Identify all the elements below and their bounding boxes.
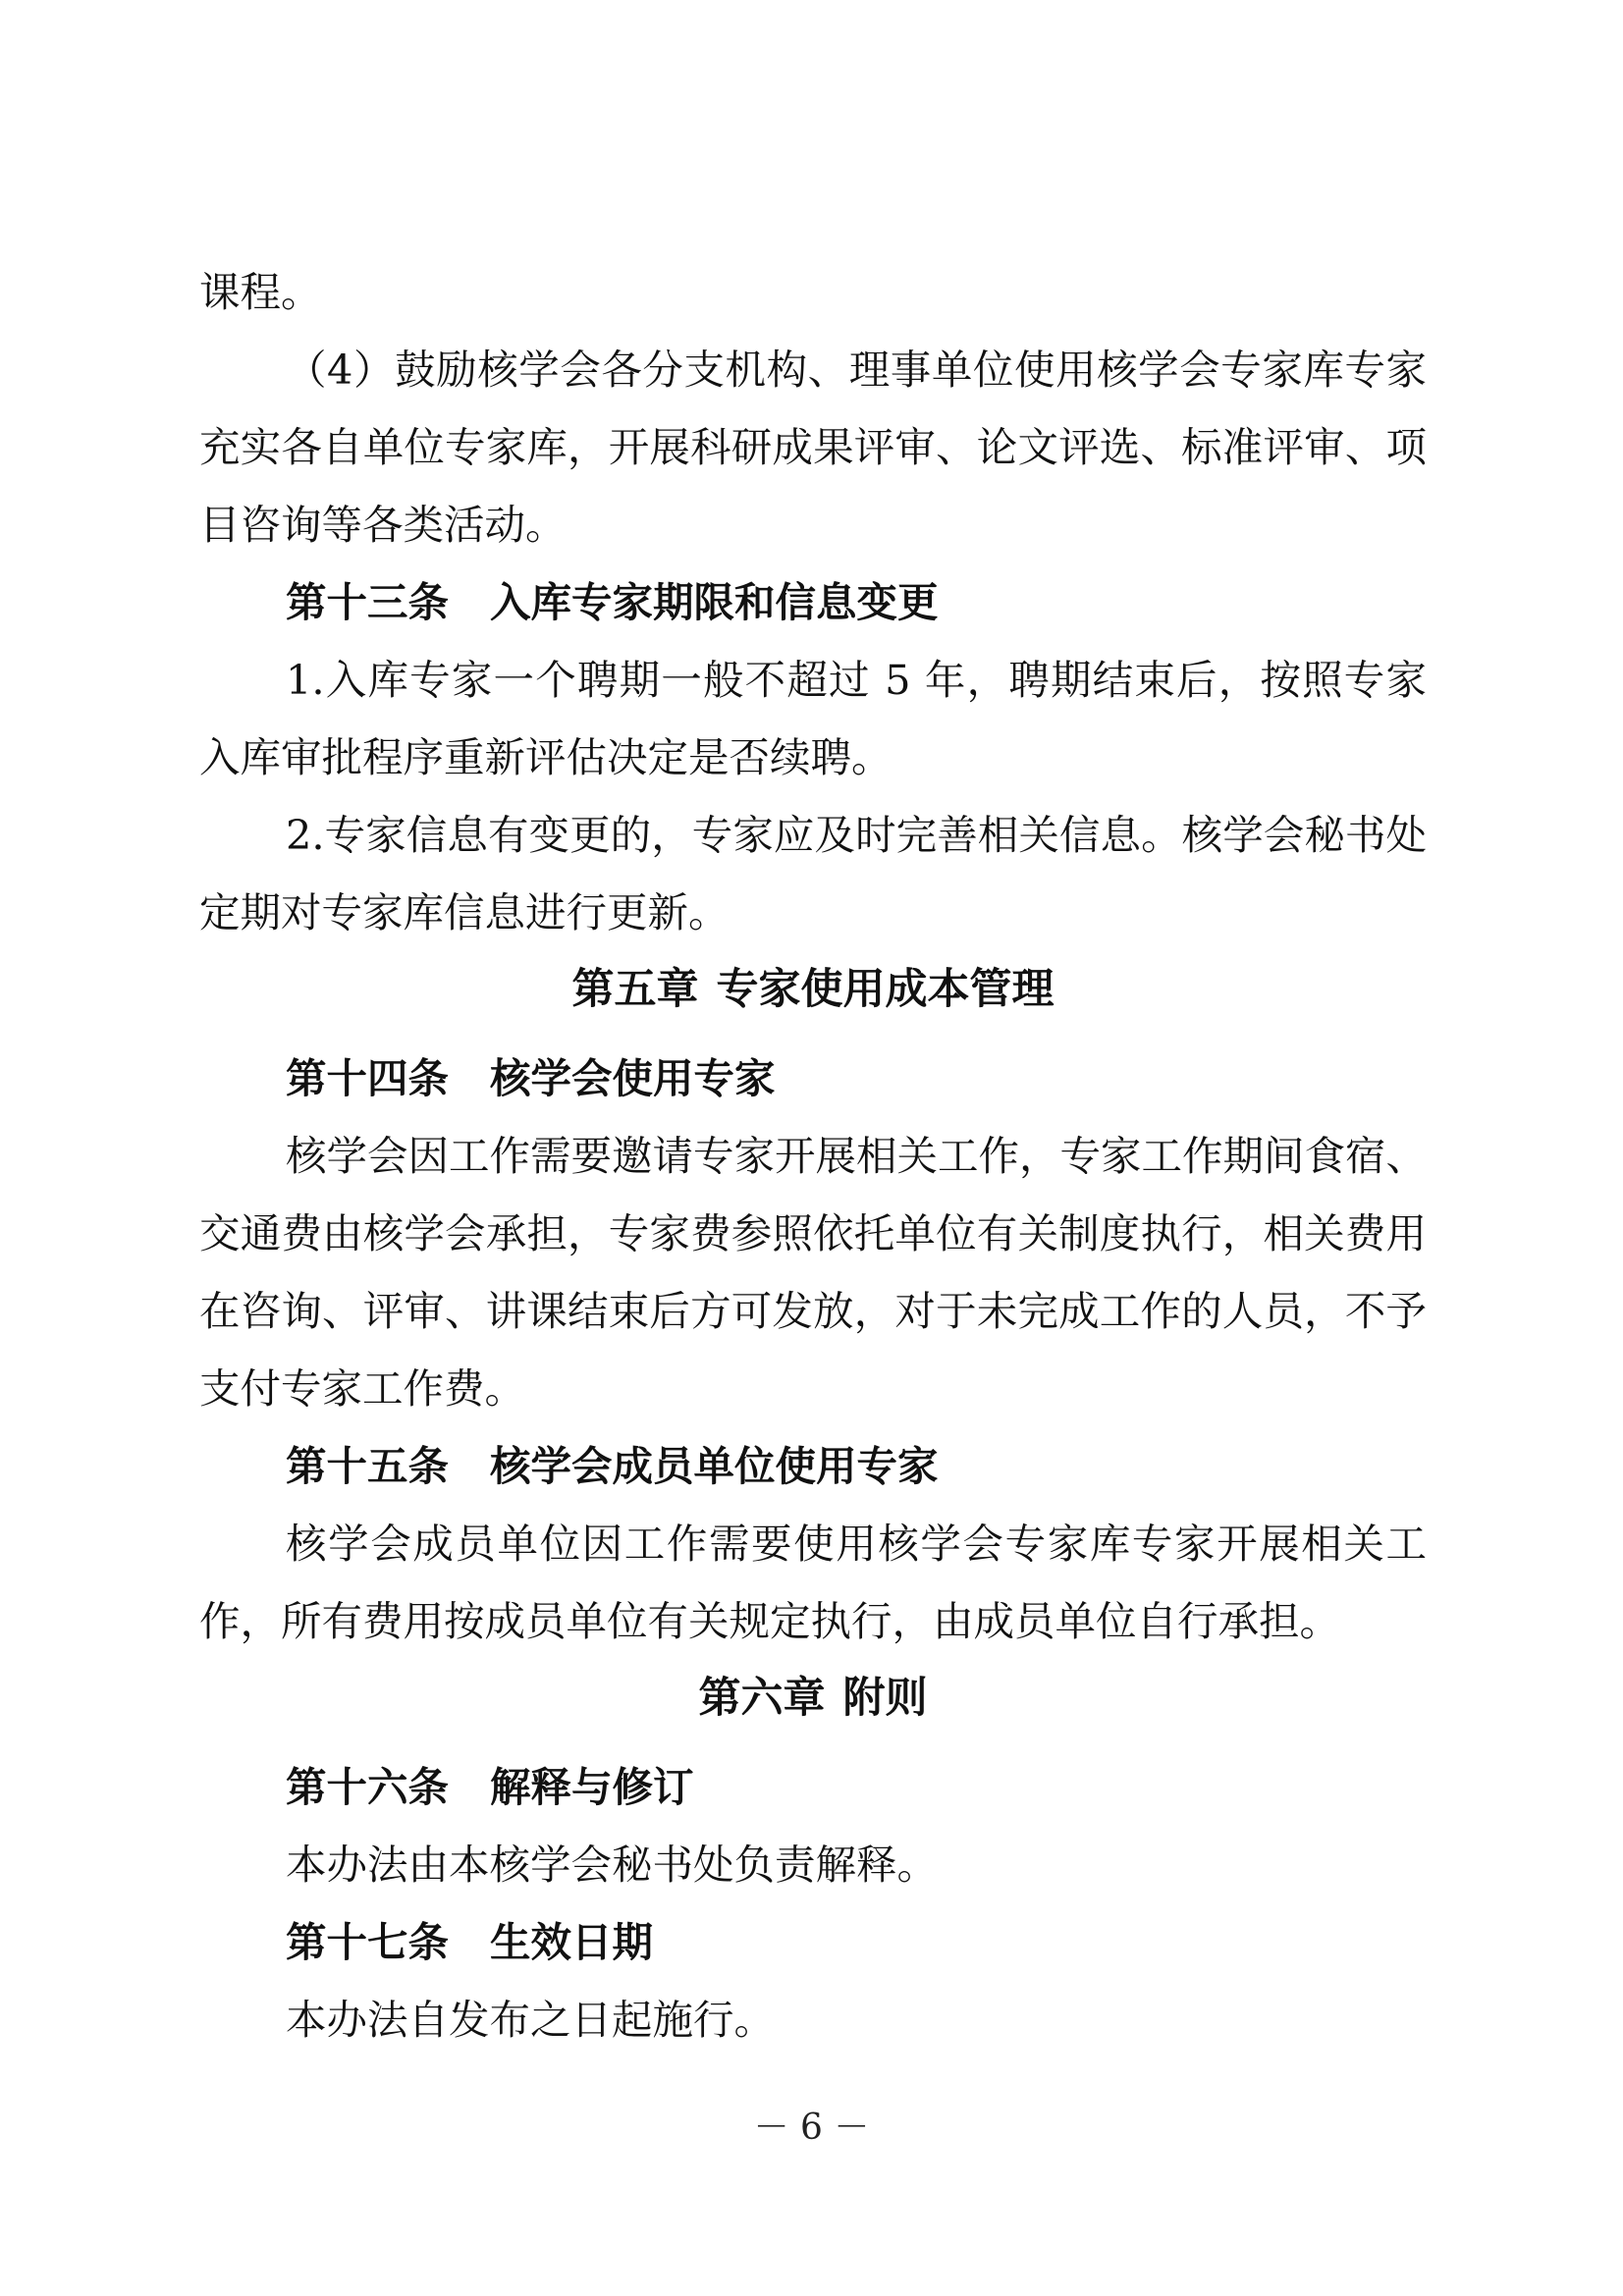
article-14-heading bbox=[199, 1040, 1427, 1117]
article-13-heading bbox=[199, 563, 1427, 641]
paragraph-item-4: （4）鼓励核学会各分支机构、理事单位使用核学会专家库专家充实各自单位专家库，开展科研成果评审、论文评选、标准评审、项目咨询等各类活动。 bbox=[199, 346, 1427, 549]
article-15-title: 核学会成员单位使用专家 bbox=[490, 1442, 939, 1490]
paragraph-16: 本办法由本核学会秘书处负责解释。 bbox=[286, 1841, 939, 1889]
paragraph-13-1: 1.入库专家一个聘期一般不超过 5 年，聘期结束后，按照专家入库审批程序重新评估决定是否续聘。 bbox=[199, 656, 1427, 781]
article-15-heading bbox=[199, 1427, 1427, 1505]
article-16-title: 解释与修订 bbox=[490, 1763, 694, 1811]
page-number: － 6 － bbox=[753, 2108, 870, 2148]
article-13-number: 第十三条 bbox=[286, 578, 450, 626]
chapter-6-heading bbox=[199, 1660, 1427, 1748]
paragraph-14: 核学会因工作需要邀请专家开展相关工作，专家工作期间食宿、交通费由核学会承担，专家费参照依托单位有关制度执行，相关费用在咨询、评审、讲课结束后方可发放，对于未完成工作的人员，不予支付专家工作费。 bbox=[199, 1132, 1428, 1413]
paragraph-17: 本办法自发布之日起施行。 bbox=[286, 1996, 776, 2044]
chapter-6-title: 附则 bbox=[842, 1674, 928, 1723]
document-body bbox=[199, 253, 1427, 2058]
chapter-6-number: 第六章 bbox=[698, 1674, 826, 1723]
paragraph-course-continuation: 课程。 bbox=[199, 268, 322, 316]
article-13-title: 入库专家期限和信息变更 bbox=[490, 578, 939, 626]
article-17-number: 第十七条 bbox=[286, 1918, 450, 1966]
chapter-5-heading bbox=[199, 951, 1427, 1040]
article-17-heading bbox=[199, 1903, 1427, 1981]
article-15-number: 第十五条 bbox=[286, 1442, 450, 1490]
paragraph-13-2: 2.专家信息有变更的，专家应及时完善相关信息。核学会秘书处定期对专家库信息进行更新。 bbox=[199, 811, 1427, 936]
article-16-heading bbox=[199, 1748, 1427, 1826]
paragraph-15: 核学会成员单位因工作需要使用核学会专家库专家开展相关工作，所有费用按成员单位有关规定执行，由成员单位自行承担。 bbox=[199, 1520, 1427, 1645]
article-14-title: 核学会使用专家 bbox=[490, 1054, 776, 1102]
article-17-title: 生效日期 bbox=[490, 1918, 654, 1966]
chapter-5-title: 专家使用成本管理 bbox=[716, 965, 1055, 1014]
article-16-number: 第十六条 bbox=[286, 1763, 450, 1811]
chapter-5-number: 第五章 bbox=[571, 965, 699, 1014]
article-14-number: 第十四条 bbox=[286, 1054, 450, 1102]
